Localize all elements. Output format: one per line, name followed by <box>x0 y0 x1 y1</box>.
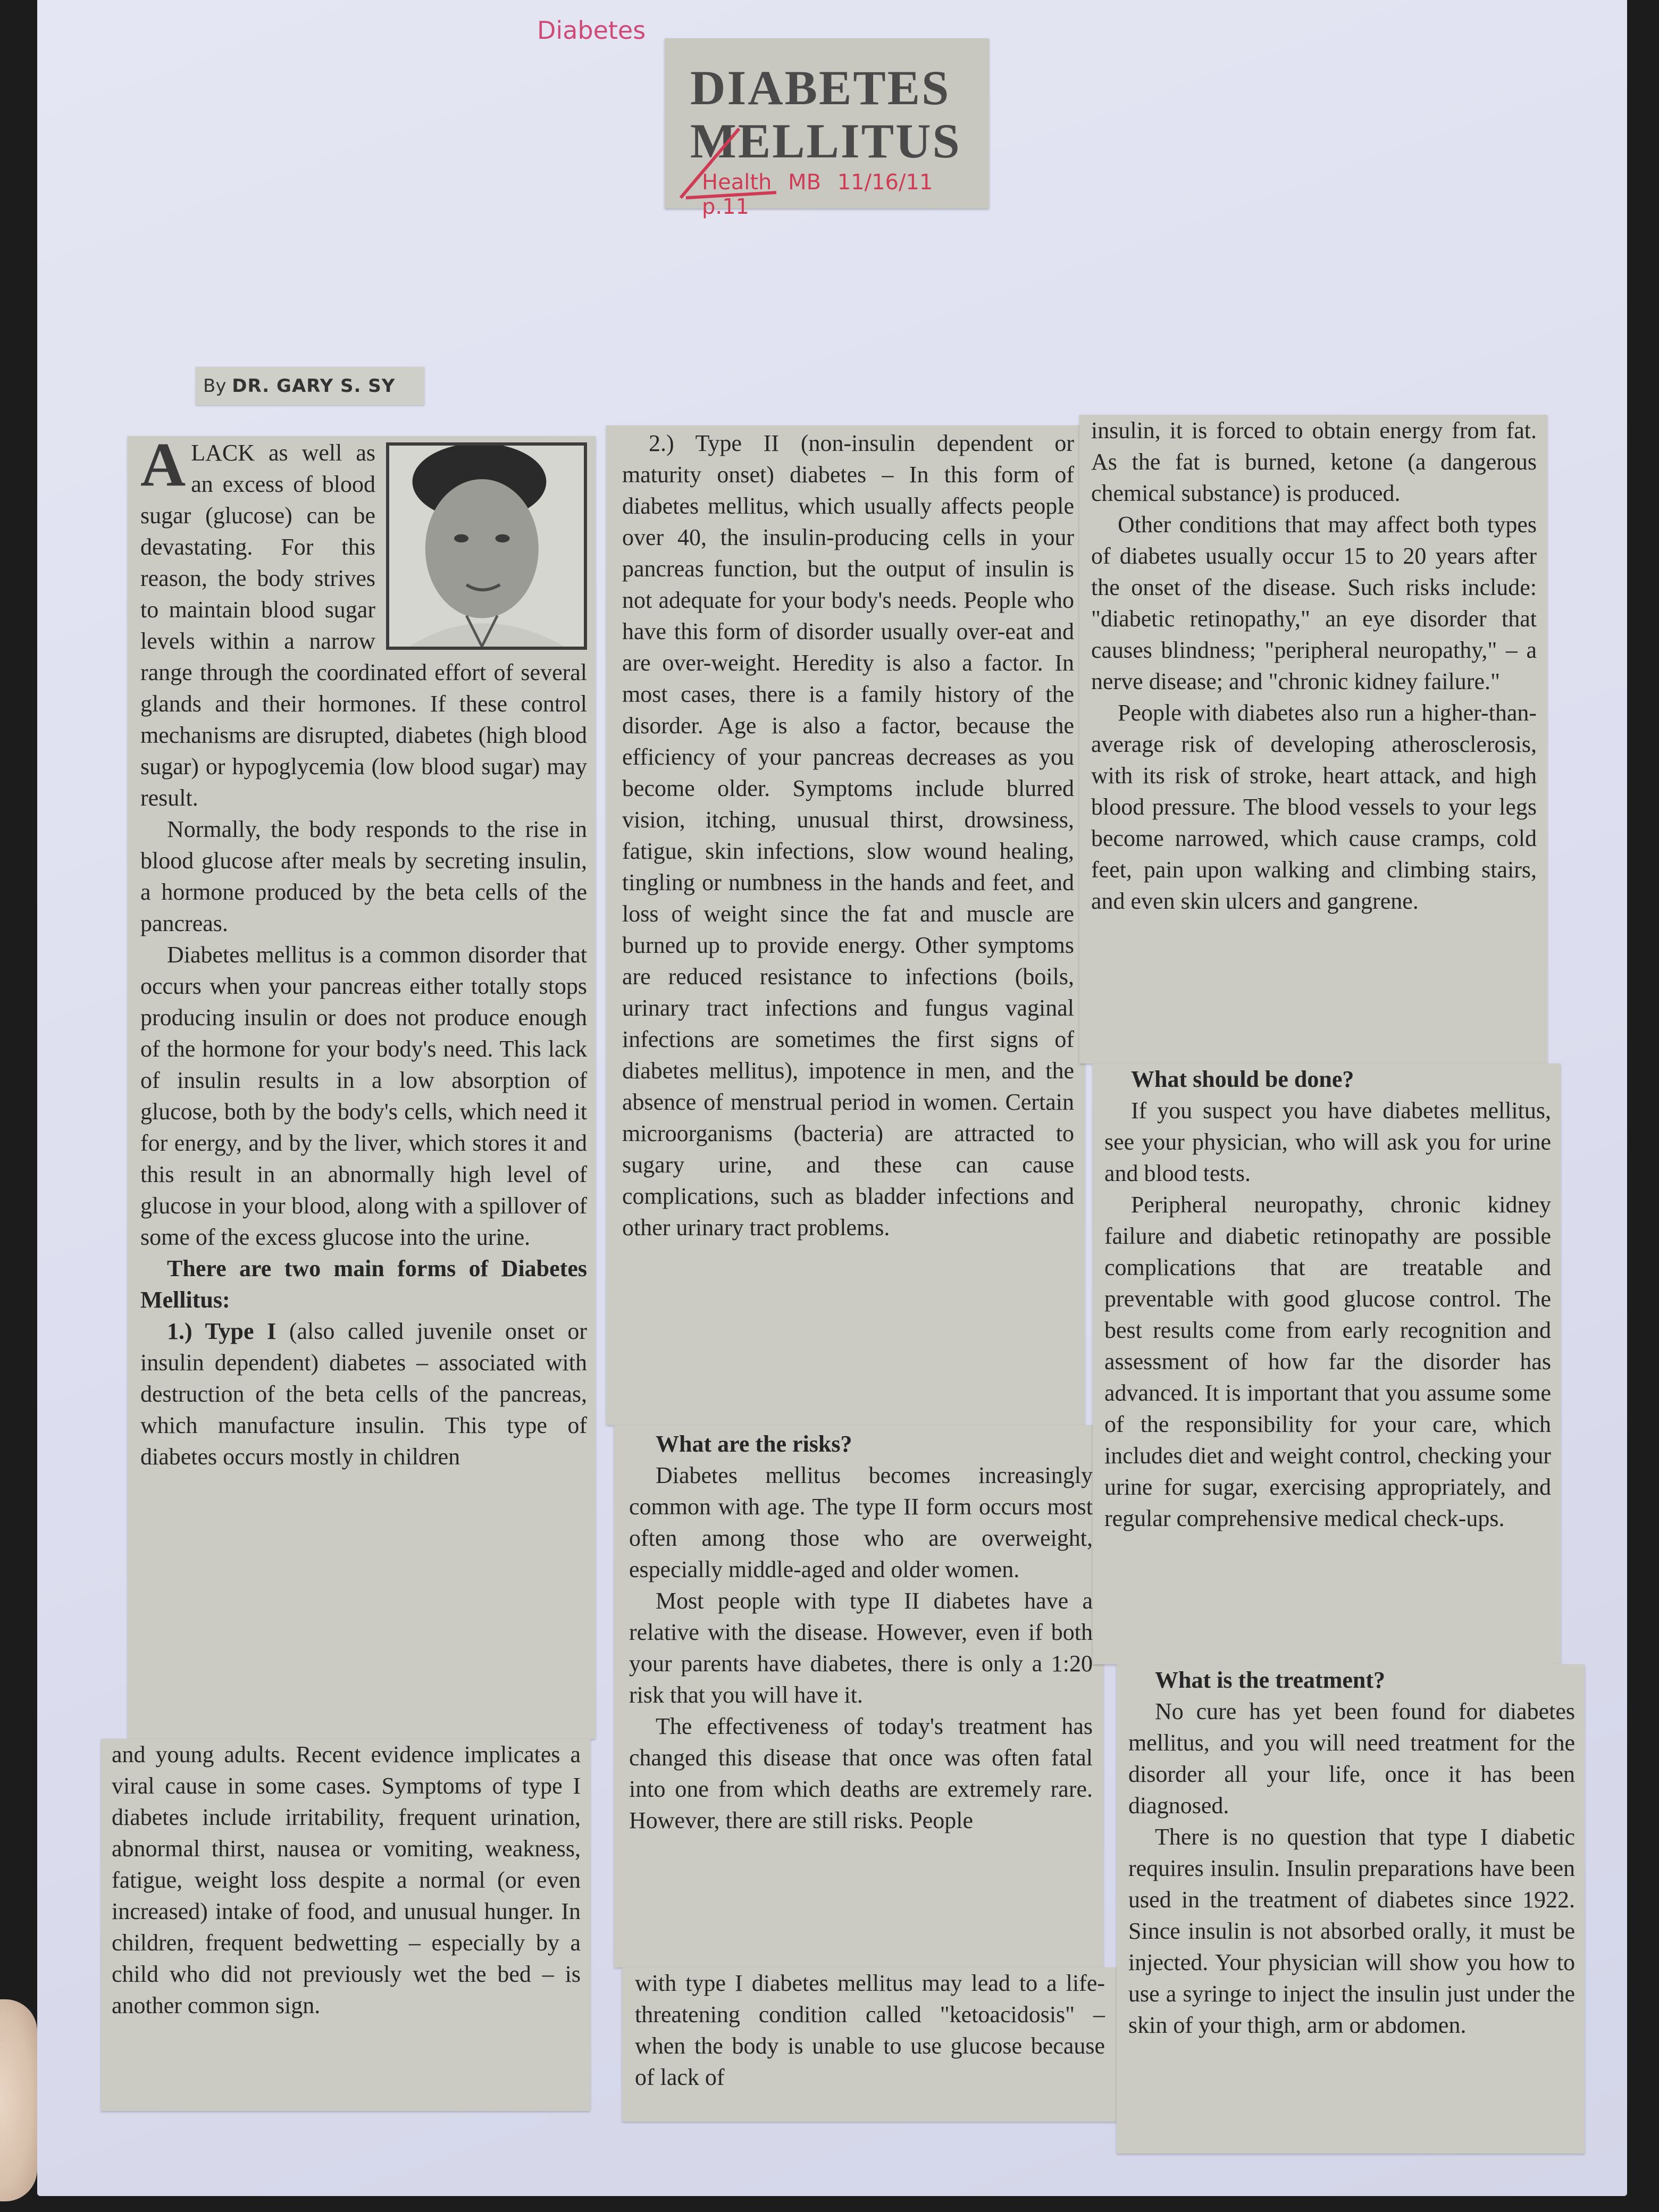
drop-cap: A <box>140 436 186 499</box>
col1-forms-heading: There are two main forms of Diabetes Mellitus: <box>140 1255 587 1313</box>
column-3-clipping-bottom <box>1117 1664 1585 2154</box>
portrait-icon <box>389 446 584 647</box>
col2-paragraph-2: Diabetes mellitus becomes increasingly common with age. The type II form occurs most often among those who are overweight, especially middle-aged and older women. <box>629 1462 1093 1582</box>
handwritten-note: Diabetes <box>537 16 646 45</box>
column-3-clipping-middle <box>1093 1063 1561 1664</box>
title-line-2: MELLITUS <box>690 114 961 168</box>
col1-type1-text: (also called juvenile onset or insulin dependent) diabetes – associated with destruction of the beta cells of the pancreas, which manufacture insulin. This type of diabetes occurs mostly in children <box>140 1318 588 1470</box>
col1-paragraph-6: and young adults. Recent evidence implicates a viral cause in some cases. Symptoms of type I diabetes include irritability, frequent urination, abnormal thirst, nausea or vomiting, weakness, fatigue, weight loss despite a normal (or even increased) intake of food, and unusual hunger. In children, frequent bedwetting – especially by a child who did not previously wet the bed – is another common sign. <box>112 1741 581 2018</box>
col1-paragraph-1: LACK as well as an excess of blood sugar (glucose) can be devastating. For this reason, the body strives to maintain blood sugar levels within a narrow range through the coordinated effort of several glands and their hormones. If these control mechanisms are disrupted, diabetes (high blood sugar) or hypoglycemia (low blood sugar) may result. <box>140 440 587 811</box>
col1-type1-label: 1.) Type I <box>167 1318 276 1344</box>
author-portrait-photo <box>386 442 587 650</box>
col3-paragraph-5: Peripheral neuropathy, chronic kidney failure and diabetic retinopathy are possible complications that are treatable and preventable with good glucose control. The best results come from early recognition and assessment of how far the disorder has advanced. It is important that you assume some of the responsibility for your care, which includes diet and weight control, checking your urine for sugar, exercising appropriately, and regular comprehensive medical check-ups. <box>1104 1192 1551 1531</box>
col2-paragraph-3: Most people with type II diabetes have a relative with the disease. However, even if both your parents have diabetes, there is only a 1:20 risk that you will have it. <box>629 1588 1093 1708</box>
col3-paragraph-1: insulin, it is forced to obtain energy from fat. As the fat is burned, ketone (a dangerous chemical substance) is produced. <box>1091 417 1537 506</box>
col2-paragraph-5: with type I diabetes mellitus may lead to a life-threatening condition called "ketoacidosis" – when the body is unable to use glucose because of lack of <box>635 1970 1105 2090</box>
title-line-1: DIABETES <box>690 61 951 115</box>
title-clipping <box>665 38 989 219</box>
col1-paragraph-3: Diabetes mellitus is a common disorder that occurs when your pancreas either totally stops producing insulin or does not produce enough of the hormone for your body's need. This lack of insulin results in a low absorption of glucose, both by the body's cells, which need it for energy, and by the liver, which stores it and this result in an abnormally high level of glucose in your blood, along with a spillover of some of the excess glucose into the urine. <box>140 942 587 1250</box>
column-2-clipping-top <box>606 425 1085 1425</box>
finger-holding-page <box>0 1999 37 2201</box>
column-1-clipping-bottom <box>101 1739 590 2111</box>
byline-author: DR. GARY S. SY <box>232 375 396 397</box>
col3-paragraph-3: People with diabetes also run a higher-than-average risk of developing atherosclerosis, with its risk of stroke, heart attack, and high blood pressure. The blood vessels to your legs become narrowed, which cause cramps, cold feet, pain upon walking and climbing stairs, and even skin ulcers and gangrene. <box>1091 700 1537 914</box>
col2-paragraph-1: 2.) Type II (non-insulin dependent or maturity onset) diabetes – In this form of diabetes mellitus, which usually affects people over 40, the insulin-producing cells in your pancreas function, but the output of insulin is not adequate for your body's needs. People who have this form of disorder usually over-eat and are over-weight. Heredity is also a factor. In most cases, there is a family history of the disorder. Age is also a factor, because the efficiency of your pancreas decreases as you become older. Symptoms include blurred vision, itching, unusual thirst, drowsiness, fatigue, skin infections, slow wound healing, tingling or numbness in the hands and feet, and loss of weight since the fat and muscle are burned up to provide energy. Other symptoms are reduced resistance to infections (boils, urinary tract infections and fungus vaginal infections are sometimes the first signs of diabetes mellitus), impotence in men, and the absence of menstrual period in women. Certain microorganisms (bacteria) are attracted to sugary urine, and these can cause complications, such as bladder infections and other urinary tract problems. <box>622 430 1074 1241</box>
paper-sheet <box>37 0 1627 2196</box>
col1-paragraph-type1 <box>140 1316 587 1472</box>
col3-paragraph-6: No cure has yet been found for diabetes mellitus, and you will need treatment for the disorder all your life, once it has been diagnosed. <box>1128 1698 1575 1819</box>
risks-heading: What are the risks? <box>656 1431 852 1457</box>
col2-paragraph-4: The effectiveness of today's treatment has changed this disease that once was often fatal into one from which deaths are extremely rare. However, there are still risks. People <box>629 1713 1093 1833</box>
column-2-clipping-bottom <box>622 1967 1117 2122</box>
treatment-heading: What is the treatment? <box>1155 1667 1385 1693</box>
col1-paragraph-2: Normally, the body responds to the rise in blood glucose after meals by secreting insulin, a hormone produced by the beta cells of the pancreas. <box>140 816 587 936</box>
column-2-clipping-middle <box>614 1425 1103 1967</box>
what-should-be-done-heading: What should be done? <box>1131 1066 1354 1092</box>
byline-clipping <box>196 367 424 405</box>
handwritten-source-annotation: Health MB 11/16/11 p.11 <box>702 170 933 219</box>
column-1-clipping-top <box>128 436 596 1739</box>
column-3-clipping-top <box>1079 415 1547 1063</box>
byline-prefix: By <box>203 375 227 397</box>
col3-paragraph-4: If you suspect you have diabetes mellitus, see your physician, who will ask you for urine and blood tests. <box>1104 1097 1551 1186</box>
col3-paragraph-2: Other conditions that may affect both types of diabetes usually occur 15 to 20 years after the onset of the disease. Such risks include: "diabetic retinopathy," an eye disorder that causes blindness; "peripheral neuropathy," – a nerve disease; and "chronic kidney failure." <box>1091 512 1537 694</box>
col3-paragraph-7: There is no question that type I diabetic requires insulin. Insulin preparations have been used in the treatment of diabetes since 1922. Since insulin is not absorbed orally, it must be injected. Your physician will show you how to use a syringe to inject the insulin just under the skin of your thigh, arm or abdomen. <box>1128 1824 1575 2038</box>
